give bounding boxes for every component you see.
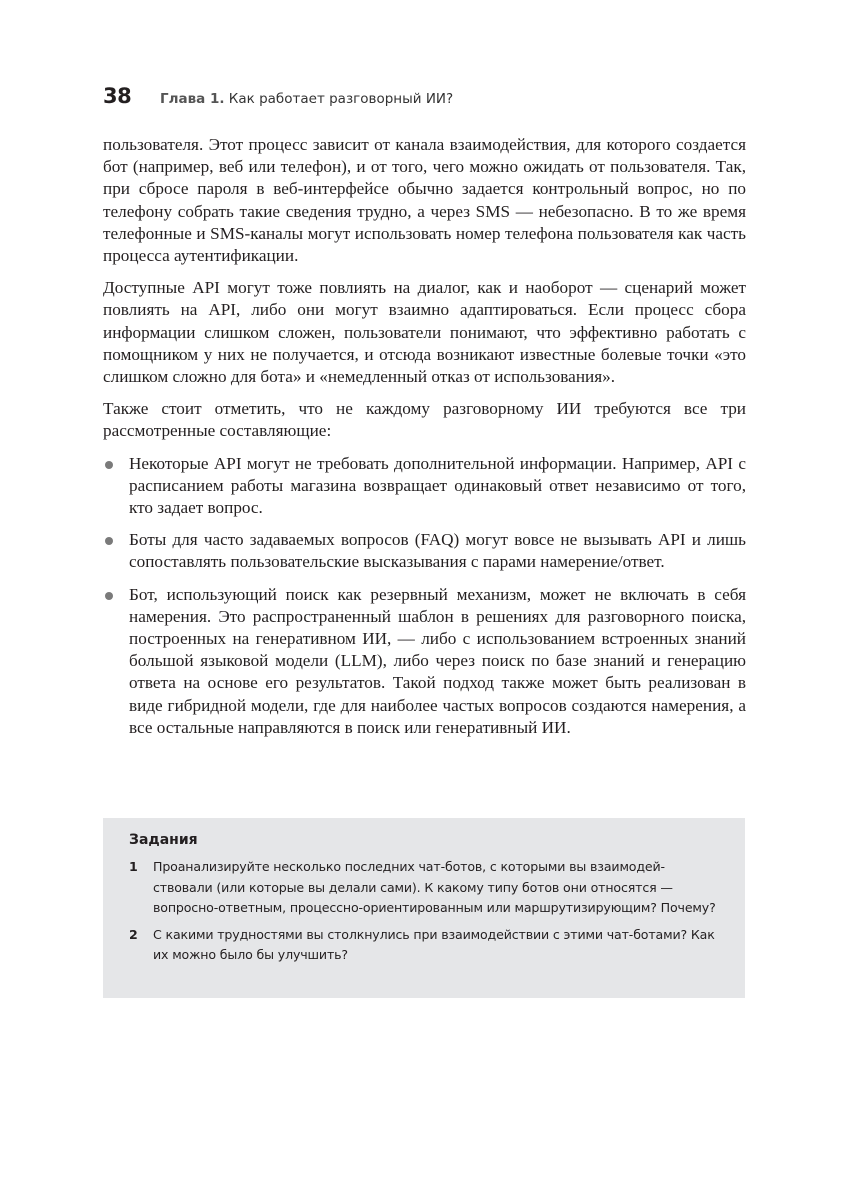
chapter-label: Глава 1. xyxy=(160,91,225,107)
page-number: 38 xyxy=(103,84,132,108)
running-header xyxy=(103,84,453,108)
bullet-item: Боты для часто задаваемых вопросов (FAQ) могут вовсе не вызывать API и лишь сопоставлять пользовательские высказывания с парами намерение/ответ. xyxy=(103,529,746,573)
bullet-list xyxy=(103,453,746,739)
chapter-title: Как работает разговорный ИИ? xyxy=(228,91,454,107)
chapter-heading xyxy=(160,91,453,107)
task-text: Проанализируйте несколько последних чат-ботов, с которыми вы взаимодействовали (или которые вы делали сами). К какому типу ботов они относятся — вопросно-ответным, процессно-ориентированным или маршрутизирующим? Почему? xyxy=(153,859,716,915)
task-number: 1 xyxy=(129,859,138,874)
bullet-item: Бот, использующий поиск как резервный механизм, может не включать в себя намерения. Это распространенный шаблон в решениях для разговорного поиска, построенных на генеративном ИИ, — либо с использованием встроенных знаний большой языковой модели (LLM), либо через поиск по базе знаний и генерацию ответа на основе его результатов. Такой подход также может быть реализован в виде гибридной модели, где для наиболее частых вопросов создаются намерения, а все остальные направляются в поиск или генеративный ИИ. xyxy=(103,584,746,739)
task-item xyxy=(129,857,719,919)
paragraph: Также стоит отметить, что не каждому разговорному ИИ требуются все три рассмотренные составляющие: xyxy=(103,399,746,441)
body-text xyxy=(103,134,746,749)
tasks-title: Задания xyxy=(129,832,198,848)
task-text: С какими трудностями вы столкнулись при взаимодействии с этими чат-ботами? Как их можно было бы улучшить? xyxy=(153,926,715,962)
task-item xyxy=(129,925,719,966)
paragraph: Доступные API могут тоже повлиять на диалог, как и наоборот — сценарий может повлиять на API, либо они могут взаимно адаптироваться. Если процесс сбора информации слишком сложен, пользователи понимают, что эффективно работать с помощником у них не получается, и отсюда возникают известные болевые точки «это слишком сложно для бота» и «немедленный отказ от использования». xyxy=(103,278,746,387)
task-number: 2 xyxy=(129,926,138,942)
tasks-box xyxy=(103,818,745,998)
paragraph: пользователя. Этот процесс зависит от канала взаимодействия, для которого создается бот (например, веб или телефон), и от того, чего можно ожидать от пользователя. Так, при сбросе пароля в веб-интерфейсе обычно задается контрольный вопрос, но по телефону собрать такие сведения трудно, а через SMS — небезопасно. В то же время телефонные и SMS-каналы могут использовать номер телефона пользователя как часть процесса аутентификации. xyxy=(103,135,746,266)
bullet-item: Некоторые API могут не требовать дополнительной информации. Например, API с расписанием работы магазина возвращает одинаковый ответ независимо от того, кто задает вопрос. xyxy=(103,453,746,520)
